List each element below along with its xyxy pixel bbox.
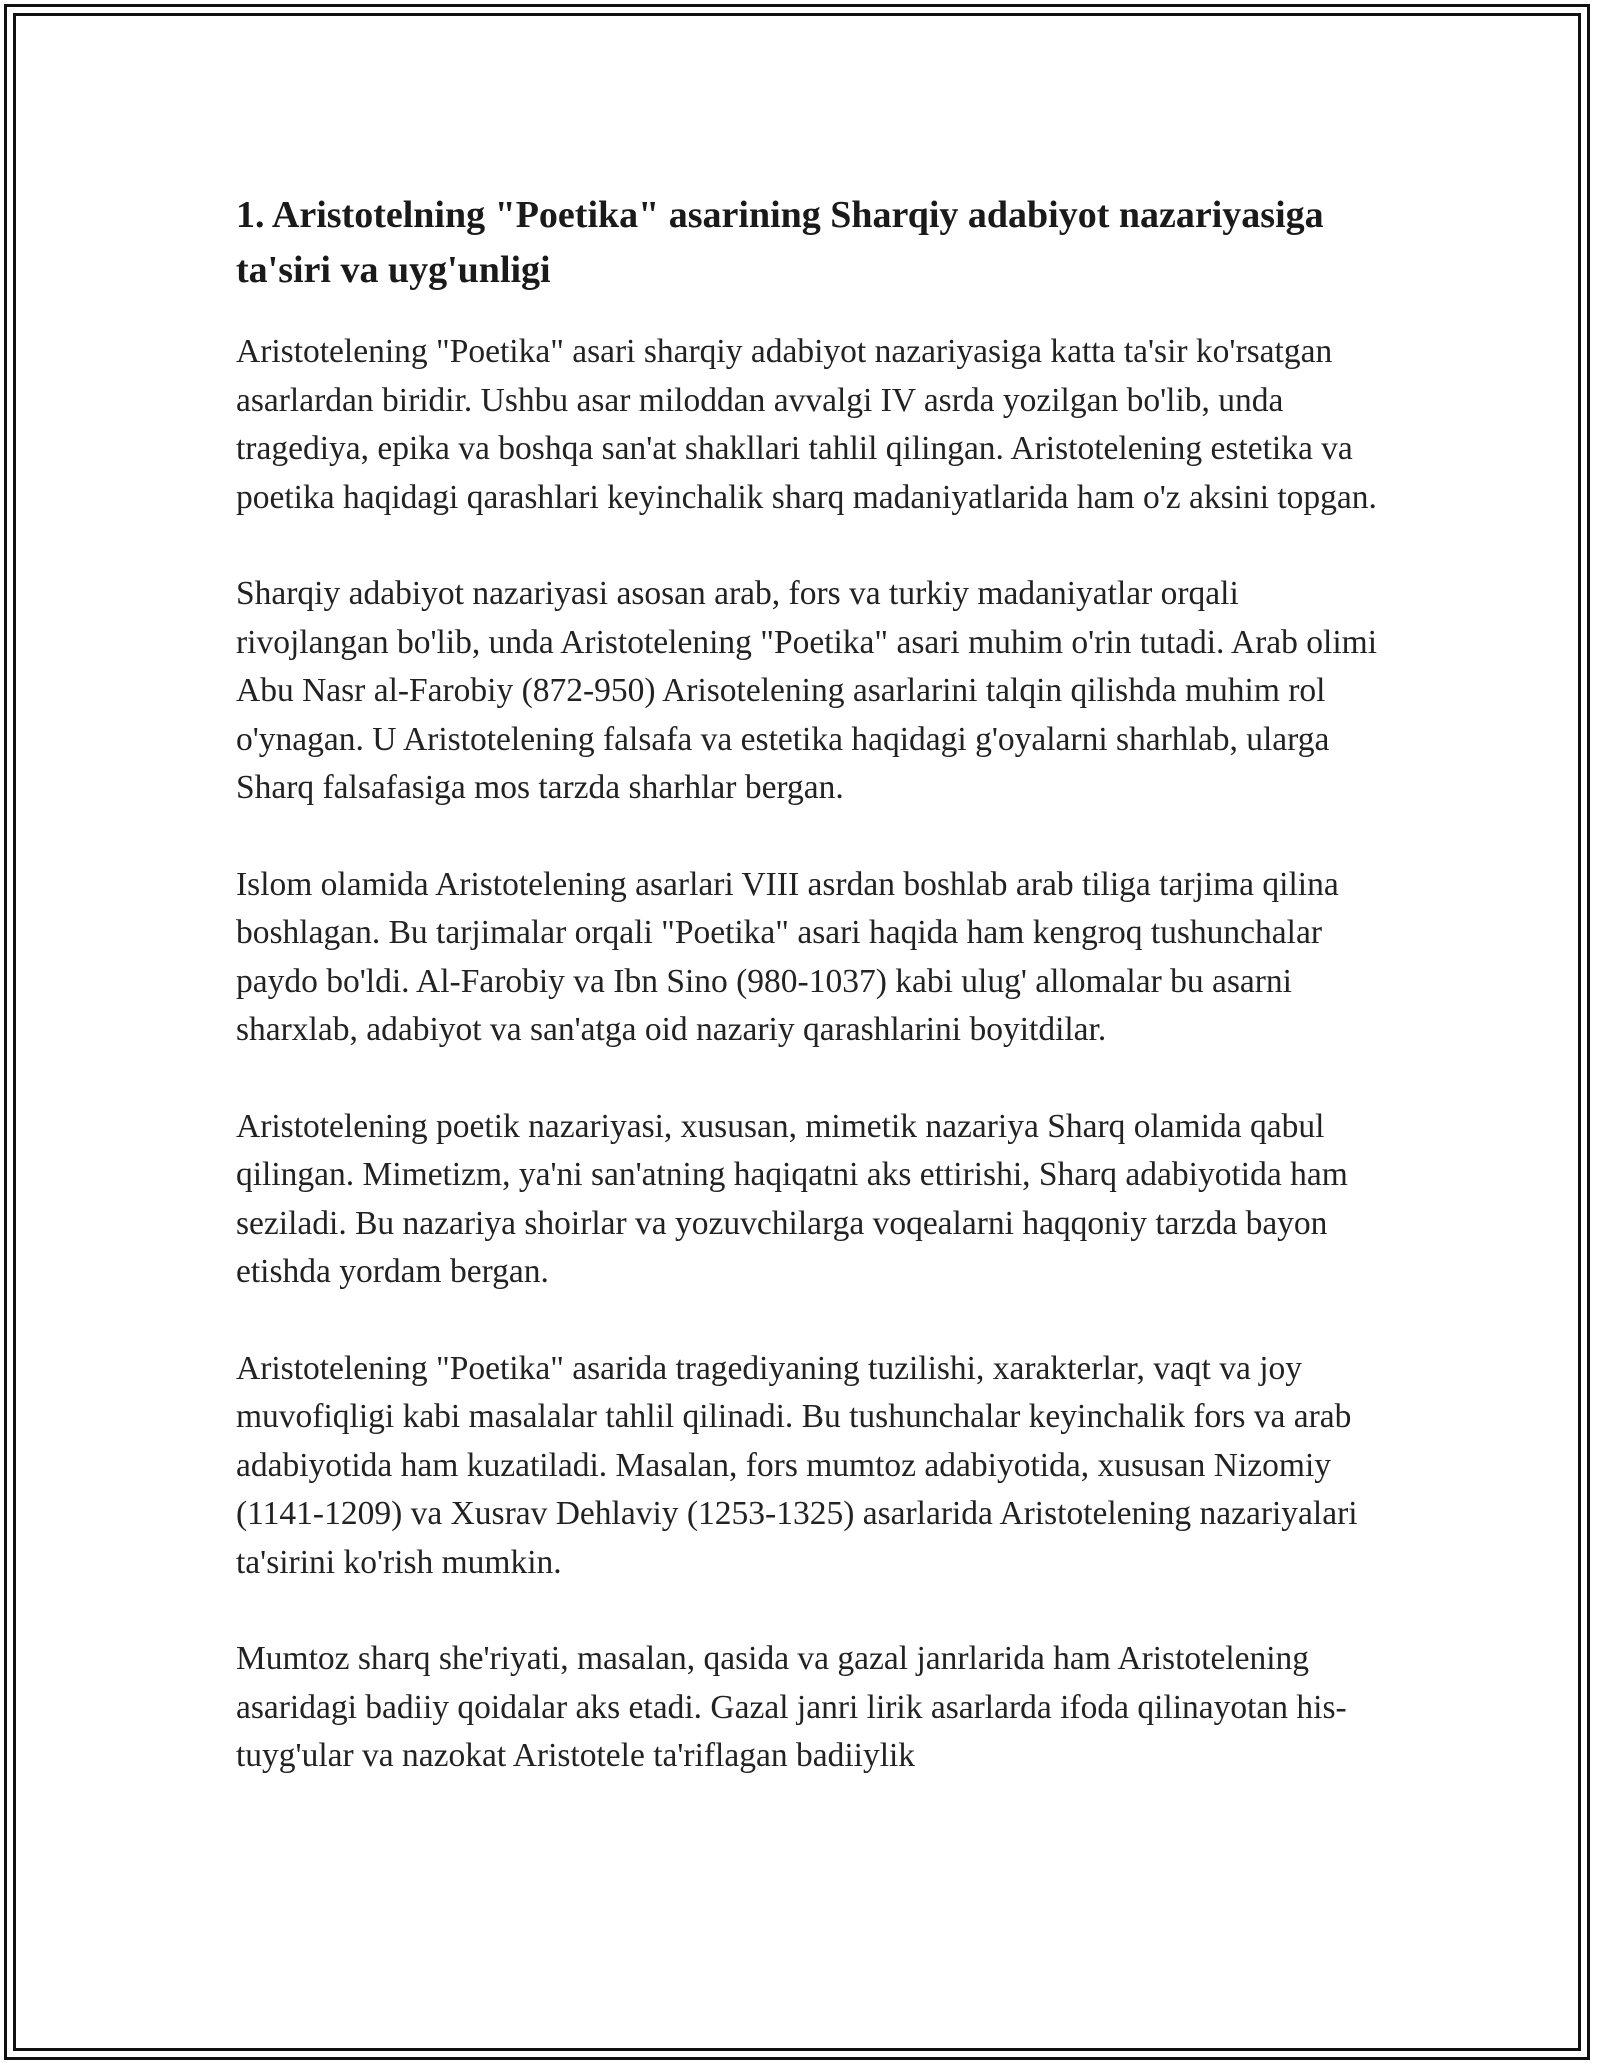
document-body — [236, 188, 1386, 1829]
paragraph-3: Islom olamida Aristotelening asarlari VIII asrdan boshlab arab tiliga tarjima qilina boshlagan. Bu tarjimalar orqali "Poetika" asari haqida ham kengroq tushunchalar paydo bo'ldi. Al-Farobiy va Ibn Sino (980-1037) kabi ulug' allomalar bu asarni sharxlab, adabiyot va san'atga oid nazariy qarashlarini boyitdilar. — [236, 865, 1339, 1048]
paragraph-2: Sharqiy adabiyot nazariyasi asosan arab, fors va turkiy madaniyatlar orqali rivojlangan bo'lib, unda Aristotelening "Poetika" asari muhim o'rin tutadi. Arab olimi Abu Nasr al-Farobiy (872-950) Arisotelening asarlarini talqin qilishda muhim rol o'ynagan. U Aristotelening falsafa va estetika haqidagi g'oyalarni sharhlab, ularga Sharq falsafasiga mos tarzda sharhlar bergan. — [236, 575, 1378, 806]
paragraph-4: Aristotelening poetik nazariyasi, xususan, mimetik nazariya Sharq olamida qabul qilingan. Mimetizm, ya'ni san'atning haqiqatni aks ettirishi, Sharq adabiyotida ham seziladi. Bu nazariya shoirlar va yozuvchilarga voqealarni haqqoniy tarzda bayon etishda yordam bergan. — [236, 1107, 1348, 1290]
paragraph-6: Mumtoz sharq she'riyati, masalan, qasida va gazal janrlarida ham Aristotelening asaridagi badiiy qoidalar aks etadi. Gazal janri lirik asarlarda ifoda qilinayotan his-tuyg'ular va nazokat Aristotele ta'riflagan badiiylik — [236, 1640, 1347, 1774]
paragraph-1: Aristotelening "Poetika" asari sharqiy adabiyot nazariyasiga katta ta'sir ko'rsatgan asarlardan biridir. Ushbu asar miloddan avvalgi IV asrda yozilgan bo'lib, unda tragediya, epika va boshqa san'at shakllari tahlil qilingan. Aristotelening estetika va poetika haqidagi qarashlari keyinchalik sharq madaniyatlarida ham o'z aksini topgan. — [236, 333, 1377, 516]
section-heading: 1. Aristotelning "Poetika" asarining Sharqiy adabiyot nazariyasiga ta'siri va uyg'unligi — [236, 194, 1324, 291]
paragraph-5: Aristotelening "Poetika" asarida tragediyaning tuzilishi, xarakterlar, vaqt va joy muvofiqligi kabi masalalar tahlil qilinadi. Bu tushunchalar keyinchalik fors va arab adabiyotida ham kuzatiladi. Masalan, fors mumtoz adabiyotida, xususan Nizomiy (1141-1209) va Xusrav Dehlaviy (1253-1325) asarlarida Aristotelening nazariyalari ta'sirini ko'rish mumkin. — [236, 1349, 1358, 1581]
